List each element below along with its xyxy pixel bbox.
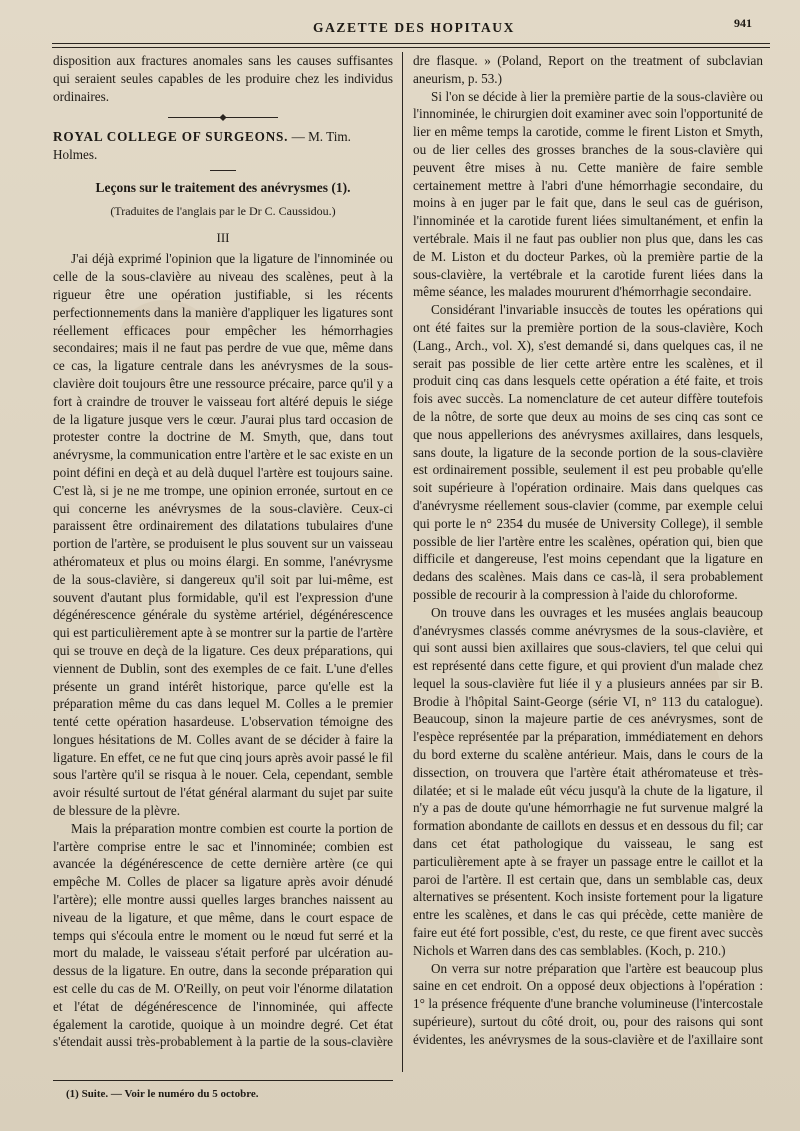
page-number: 941	[734, 16, 752, 30]
header-rule	[52, 43, 770, 44]
section-author: — M. Tim. Holmes.	[53, 129, 351, 163]
body-paragraph: dre flasque. » (Poland, Report on the treatment of subclavian aneurism, p. 53.)	[413, 53, 763, 86]
left-column	[53, 52, 393, 1051]
translation-note: (Traduites de l'anglais par le Dr C. Caussidou.)	[110, 203, 336, 218]
lecture-title: Leçons sur le traitement des anévrysmes (1).	[95, 179, 351, 195]
page-header	[58, 14, 770, 44]
section-name: ROYAL COLLEGE OF SURGEONS.	[53, 129, 289, 145]
body-paragraph: Considérant l'invariable insuccès de toutes les opérations qui ont été faites sur la première portion de la sous-clavière, Koch (Lang., Arch., vol. X), s'est demandé si, dans quelques cas, il ne serait pas possible de lier cette artère entre les scalènes, et il produit cinq cas dans lesquels cette opération a été faite, et trois fois avec succès. La nomenclature de cet auteur diffère toutefois de la nôtre, de sorte que deux au moins de ses cinq cas sont ce que nous appellerions des anévrysmes axillaires, dans lesquels, sans doute, la ligature de la seconde portion de la sous-clavière est ordinairement possible, seulement il est peu probable qu'elle soit supérieure à l'opération ordinaire. Mais dans quelques cas d'anévrysme réellement sous-clavier (comme, par exemple celui qui porte le n° 2354 du musée de University College), il semble possible de lier l'artère entre les scalènes, opération qui, bien que difficile et dangereuse, l'est moins cependant que la ligature en dedans des scalènes. Mais dans ce cas-là, il sera probablement possible de recourir à la compression à l'aide du chloroforme.	[413, 302, 763, 602]
column-divider	[402, 52, 403, 1072]
section-separator	[168, 117, 278, 118]
short-rule	[210, 170, 236, 171]
body-paragraph: Mais la préparation montre combien est courte la portion de l'artère comprise entre le sac et l'innominée; combien est avancée la dégénérescence de cette dernière artère (ce qui empêche M. Colles de placer sa ligature après avoir dénudé l'artère); elle montre aussi quelles larges branches naissent au niveau de la ligature, et que même, dans le court espace de temps qui s'écoula entre le moment ou le nœud fut serré et la mort du malade, le vaisseau s'était perforé par ulcération au-dessus de la ligature. En outre, dans la seconde préparation qui est celle du cas de M. O'Reilly, on peut voir l'énorme dilatation et l'état de dégénérescence de l'innominée, qui affecte également la carotide, quoique à un moindre degré. Cet état s'étendait aussi très-probablement à la partie de la sous-clavière	[53, 820, 393, 1050]
body-paragraph: On verra sur notre préparation que l'artère est beaucoup plus saine en cet endroit. On a opposé deux objections à l'opération : 1° la présence fréquente d'une branche volumineuse (l'intercostale supérieure), surtout du côté droit, ou, pour des raisons qui sont évidentes, les anévrysmes de la sous-clavière et de l'axillaire sont	[413, 960, 763, 1047]
journal-title: GAZETTE DES HOPITAUX	[312, 20, 516, 35]
body-paragraph: Si l'on se décide à lier la première partie de la sous-clavière ou l'innominée, le chirurgien doit examiner avec soin l'opportunité de lier en même temps la carotide, comme le firent Liston et Smyth, ou de lier celles des grosses branches de la sous-clavière qui peuvent être mises à nu. Cette manière de faire semble certainement mettre à l'abri d'une hémorrhagie secondaire, du moins à en juger par le fait que, dans le seul cas de guérison, l'innominée et la carotide furent liées simultanément, et enfin la vertébrale. Mais il ne faut pas oublier non plus que, dans les cas de M. Liston et du docteur Parkes, où la première partie de la sous-clavière, la vertébrale et la carotide furent liées dans la même séance, les malades moururent d'hémorrhagie secondaire.	[413, 88, 763, 300]
header-rule-thin	[52, 47, 770, 48]
continued-paragraph: disposition aux fractures anomales sans les causes suffisantes qui seraient seules capables de les produire chez les individus ordinaires.	[53, 53, 393, 104]
section-heading	[53, 128, 393, 164]
right-column	[413, 52, 763, 1051]
part-numeral: III	[216, 229, 230, 245]
body-paragraph: On trouve dans les ouvrages et les musées anglais beaucoup d'anévrysmes classés comme anévrysmes de la sous-clavière, et qui sont aussi bien axillaires que sous-claviers, tel que celui qui est représenté dans cette figure, et qui provient d'un malade chez lequel la sous-clavière fut liée il y a plusieurs années par sir B. Brodie à l'hôpital Saint-George (série VI, n° 113 du catalogue). Beaucoup, sinon la majeure partie de ces anévrysmes, sont de l'espèce représentée par la préparation, immédiatement en dehors du bord externe du scalène antérieur. Mais, dans le cours de la dissection, on trouvera que l'artère était athéromateuse et très-dilatée; et si le malade eût vécu jusqu'à la chute de la ligature, il n'y a pas de doute qu'une hémorrhagie ne fut survenue malgré la formation abondante de caillots en dessus et en dessous du fil; car dans cet état pathologique du vaisseau, le sang est particulièrement apte à se frayer un passage entre le caillot et la paroi de l'artère. Il est certain que, dans un semblable cas, deux alternatives se présentent. Koch insiste fortement pour la ligature entre les scalènes, et dans le cas qui précède, cette manière de faire eut été fort possible, c'est, du reste, ce que firent avec succès Nichols et Warren dans des cas semblables. (Koch, p. 210.)	[413, 604, 763, 958]
body-paragraph: J'ai déjà exprimé l'opinion que la ligature de l'innominée ou celle de la sous-clavière au niveau des scalènes, peut à la rigueur être une opération justifiable, si les récents perfectionnements dans la manière d'appliquer les ligatures sont réellement efficaces pour empêcher les hémorrhagies secondaires; mais il ne faut pas perdre de vue que, même dans ce cas, la ligature centrale dans les anévrysmes de la sous-clavière doit toujours être une ressource précaire, parce qu'il y a fort à craindre de trouver le vaisseau fort altéré depuis le siége de la ligature jusque vers le cœur. J'aurai plus tard occasion de protester contre la doctrine de M. Smyth, que, dans tout anévrysme, la communication entre l'artère et le sac existe en un point défini en deçà et au delà duquel l'artère est toujours saine. C'est là, si je ne me trompe, une opinion erronée, surtout en ce qui concerne les anévrysmes de la sous-clavière. Ceux-ci paraissent être ordinairement des dilatations tubulaires d'une portion de l'artère, se produisent le plus souvent sur un vaisseau athéromateux et plus ou moins élargi. En somme, l'anévrysme de la sous-clavière, si dangereux qu'il soit par lui-même, est souvent d'autant plus formidable, qu'il est l'expression d'une dégénérescence générale du système artériel, dégénérescence qui est particulièrement apte à se montrer sur la partie de l'artère qui se trouve en deçà de la ligature. Ces deux préparations, qui viennent de Dublin, sont des exemples de ce fait. L'une d'elles présente un grand intérêt historique, parce qu'elle est la préparation même du cas dans lequel M. Colles a le premier tenté cette opération hasardeuse. L'observation témoigne des longues hésitations de M. Colles avant de se décider à faire la ligature. En effet, ce ne fut que cinq jours après avoir passé le fil sous l'artère qu'il se risqua à le nouer. Cela, cependant, semble avoir résulté surtout de l'état général alarmant du sujet par suite de blessure de la plèvre.	[53, 251, 393, 819]
footnote: (1) Suite. — Voir le numéro du 5 octobre.	[66, 1088, 259, 1100]
footnote-rule	[53, 1080, 393, 1081]
